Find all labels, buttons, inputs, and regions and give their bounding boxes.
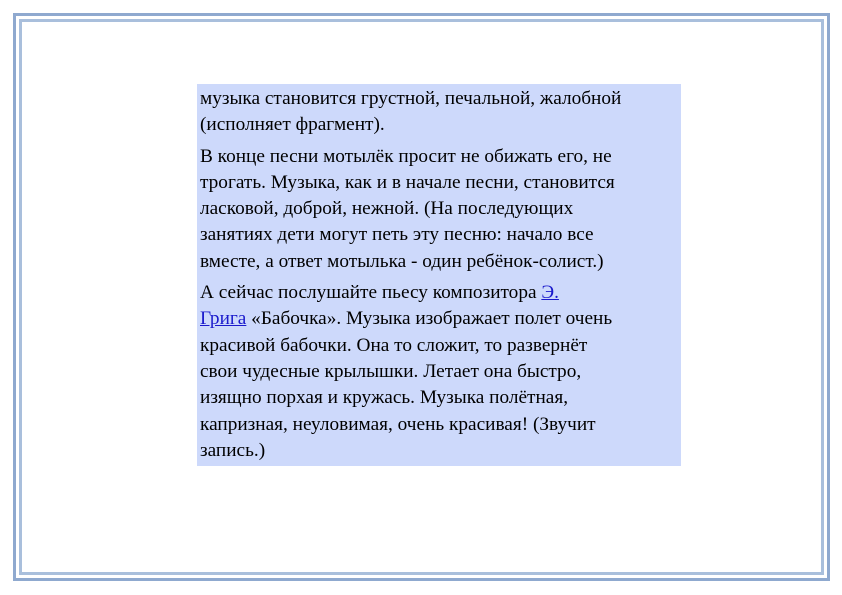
paragraph-3-rest: «Бабочка». Музыка изображает полет очень красивой бабочки. Она то сложит, то развернёт свои чудесные крылышки. Летает она быстро, изящно порхая и кружась. Музыка полётная, капризная, неуловимая, очень красивая! (Звучит запись.) [200,308,613,461]
paragraph-1: музыка становится грустной, печальной, жалобной (исполняет фрагмент). [200,88,622,136]
paragraph-2: В конце песни мотылёк просит не обижать его, не трогать. Музыка, как и в начале песни, становится ласковой, доброй, нежной. (На последующих занятиях дети могут петь эту песню: начало все вместе, а ответ мотылька - один ребёнок-солист.) [200,145,615,272]
paragraph-3-intro: А сейчас послушайте пьесу композитора [200,282,542,304]
composer-link-line2: Грига [200,308,247,330]
text-box [197,84,681,466]
composer-link-line1: Э. [541,282,559,304]
paragraph-3 [200,280,678,464]
